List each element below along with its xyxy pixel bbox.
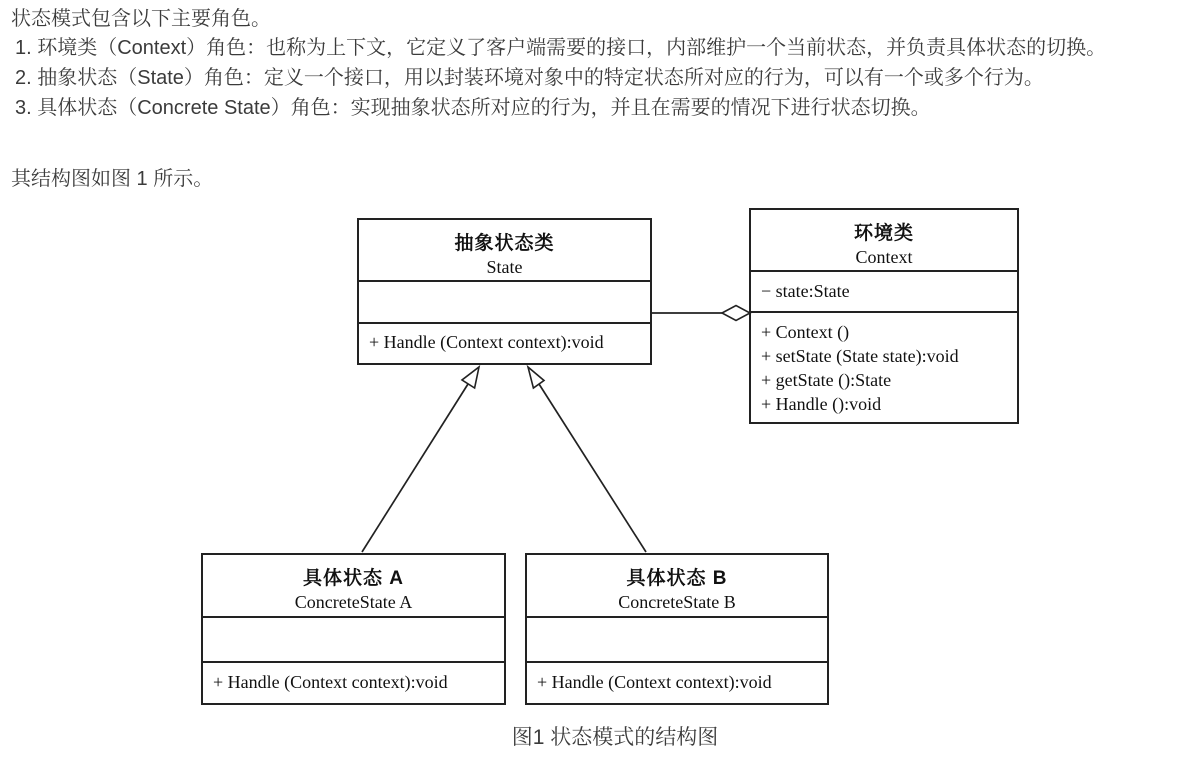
class-box-concrete-a: [201, 553, 506, 705]
class-title-context: [751, 210, 1017, 272]
generalization-arrowhead-b-icon: [528, 367, 544, 388]
class-method: + Handle ():void: [761, 394, 882, 414]
class-method: + Handle (Context context):void: [537, 672, 772, 692]
figure-caption: 图1 状态模式的结构图: [511, 726, 719, 749]
class-method: + Handle (Context context):void: [369, 332, 604, 352]
class-attributes-context: [751, 272, 1017, 313]
class-title-en: Context: [855, 247, 913, 267]
generalization-line-b: [539, 384, 646, 552]
class-method: + Handle (Context context):void: [213, 672, 448, 692]
class-title-en: ConcreteState A: [294, 592, 413, 612]
class-methods-context: [751, 313, 1017, 422]
class-title-en: State: [486, 257, 523, 277]
class-attributes-state-empty: [359, 282, 650, 324]
intro-item-concrete-state: 3. 具体状态（Concrete State）角色：实现抽象状态所对应的行为，并且在需要的情况下进行状态切换。: [15, 97, 931, 119]
class-attributes-concrete-a-empty: [203, 618, 504, 663]
class-title-concrete-a: [203, 555, 504, 618]
class-title-cn: 具体状态 B: [626, 568, 728, 589]
figure-reference: 其结构图如图 1 所示。: [11, 168, 214, 190]
class-title-state: [359, 220, 650, 282]
class-method: + setState (State state):void: [761, 346, 959, 366]
generalization-line-a: [362, 384, 468, 552]
class-methods-concrete-a: [203, 663, 504, 703]
class-attributes-concrete-b-empty: [527, 618, 827, 663]
intro-item-context: 1. 环境类（Context）角色：也称为上下文，它定义了客户端需要的接口，内部维护一个当前状态，并负责具体状态的切换。: [15, 37, 1107, 59]
class-methods-concrete-b: [527, 663, 827, 703]
class-box-state: [357, 218, 652, 365]
class-method: + getState ():State: [761, 370, 892, 390]
aggregation-diamond-icon: [722, 306, 750, 321]
class-box-context: [749, 208, 1019, 424]
intro-item-state: 2. 抽象状态（State）角色：定义一个接口，用以封装环境对象中的特定状态所对应的行为，可以有一个或多个行为。: [15, 67, 1044, 89]
intro-overview-line: 状态模式包含以下主要角色。: [11, 8, 271, 30]
class-attribute: − state:State: [761, 281, 850, 301]
class-methods-state: [359, 324, 650, 363]
class-title-cn: 具体状态 A: [302, 568, 404, 589]
class-title-concrete-b: [527, 555, 827, 618]
class-title-cn: 环境类: [853, 223, 914, 244]
class-method: + Context (): [761, 322, 850, 342]
class-box-concrete-b: [525, 553, 829, 705]
generalization-arrowhead-a-icon: [462, 367, 479, 388]
class-title-cn: 抽象状态类: [454, 233, 555, 254]
class-title-en: ConcreteState B: [618, 592, 736, 612]
